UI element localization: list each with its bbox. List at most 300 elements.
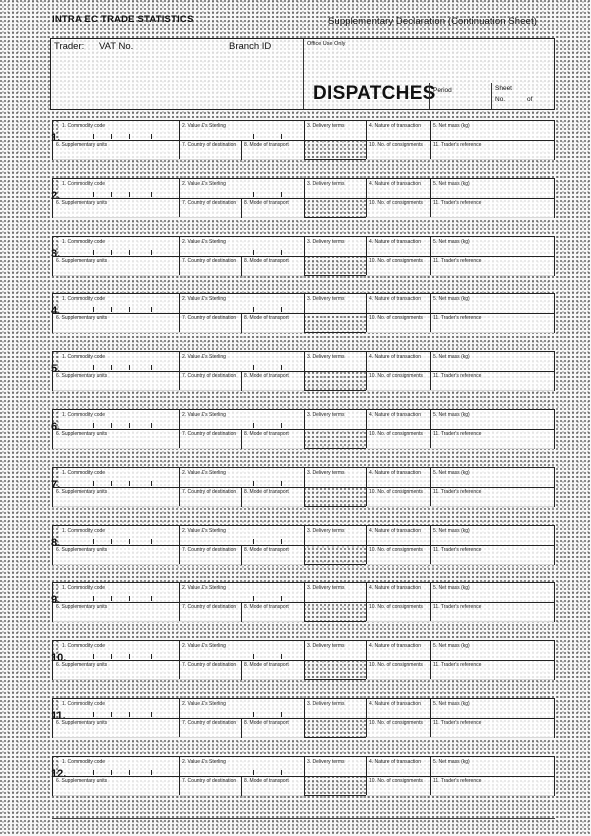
- traders-reference-field[interactable]: [430, 718, 554, 738]
- field-label: 11. Trader's reference: [433, 199, 482, 206]
- digit-tick: [111, 712, 112, 717]
- field-label: 4. Nature of transaction: [369, 585, 421, 592]
- delivery-terms-field[interactable]: [304, 121, 366, 140]
- digit-tick: [253, 654, 254, 659]
- no-of-consignments-field[interactable]: [366, 429, 430, 449]
- traders-reference-field[interactable]: [430, 487, 554, 507]
- field-label: 1. Commodity code: [62, 238, 106, 245]
- supplementary-units-field[interactable]: [53, 198, 179, 218]
- item-number: 3.: [51, 247, 61, 260]
- no-of-consignments-field[interactable]: [366, 198, 430, 218]
- column-divider: [366, 179, 367, 217]
- field-label: 10. No. of consignments: [369, 720, 423, 726]
- field-label: 6. Supplementary units: [56, 431, 108, 437]
- commodity-code-field[interactable]: [59, 641, 179, 660]
- field-label: 1. Commodity code: [62, 412, 106, 418]
- digit-tick: [281, 365, 282, 370]
- digit-tick: [253, 250, 254, 255]
- digit-tick: [151, 596, 152, 601]
- field-label: 2. Value £'s Sterling: [182, 412, 226, 418]
- field-label: 5. Net mass (kg): [433, 469, 470, 476]
- delivery-terms-field[interactable]: [304, 352, 366, 371]
- digit-tick: [129, 307, 130, 312]
- column-divider: [179, 641, 180, 679]
- country-of-destination-field[interactable]: [179, 313, 241, 333]
- trader-label: Trader:: [54, 41, 85, 52]
- field-label: 7. Country of destination: [182, 199, 237, 206]
- net-mass-field[interactable]: [430, 121, 554, 140]
- digit-tick: [129, 481, 130, 486]
- delivery-terms-field[interactable]: [304, 699, 366, 718]
- field-label: 6. Supplementary units: [56, 488, 108, 495]
- field-label: 2. Value £'s Sterling: [182, 643, 226, 650]
- field-label: 2. Value £'s Sterling: [182, 180, 226, 187]
- column-divider: [430, 352, 431, 390]
- field-label: 3. Delivery terms: [307, 412, 345, 418]
- traders-reference-field[interactable]: [430, 660, 554, 680]
- column-divider: [304, 468, 305, 506]
- field-label: 11. Trader's reference: [433, 662, 482, 669]
- period-field[interactable]: [429, 83, 490, 109]
- field-label: 11. Trader's reference: [433, 142, 482, 148]
- no-of-consignments-field[interactable]: [366, 602, 430, 622]
- mode-of-transport-field[interactable]: [241, 602, 304, 622]
- supplementary-units-field[interactable]: [53, 256, 179, 276]
- item-number: 7.: [51, 478, 61, 491]
- traders-reference-field[interactable]: [430, 313, 554, 333]
- commodity-code-field[interactable]: [59, 757, 179, 776]
- value-sterling-field[interactable]: [179, 468, 304, 487]
- digit-tick: [281, 712, 282, 717]
- column-divider: [366, 583, 367, 621]
- column-divider: [366, 468, 367, 506]
- traders-reference-field[interactable]: [430, 776, 554, 796]
- header-divider: [303, 39, 304, 109]
- supplementary-units-field[interactable]: [53, 776, 179, 796]
- digit-tick: [111, 481, 112, 486]
- digit-tick: [93, 770, 94, 775]
- field-label: 4. Nature of transaction: [369, 469, 421, 476]
- value-sterling-field[interactable]: [179, 757, 304, 776]
- field-label: 8. Mode of transport: [244, 604, 289, 611]
- mode-of-transport-field[interactable]: [241, 776, 304, 796]
- mode-of-transport-field[interactable]: [241, 313, 304, 333]
- digit-tick: [281, 134, 282, 139]
- supplementary-units-field[interactable]: [53, 371, 179, 391]
- column-divider: [430, 526, 431, 564]
- digit-tick: [151, 481, 152, 486]
- net-mass-field[interactable]: [430, 294, 554, 313]
- field-label: 3. Delivery terms: [307, 643, 345, 650]
- mode-of-transport-field[interactable]: [241, 545, 304, 565]
- country-of-destination-field[interactable]: [179, 602, 241, 622]
- item-block: [52, 351, 555, 391]
- column-divider: [304, 757, 305, 795]
- sheet-field[interactable]: [491, 83, 556, 109]
- field-label: 10. No. of consignments: [369, 604, 423, 611]
- mode-of-transport-field[interactable]: [241, 429, 304, 449]
- field-label: 3. Delivery terms: [307, 469, 345, 476]
- nature-of-transaction-field[interactable]: [366, 583, 430, 602]
- digit-tick: [111, 192, 112, 197]
- branch-id-label: Branch ID: [229, 41, 272, 52]
- field-label: 7. Country of destination: [182, 431, 237, 437]
- supplementary-units-field[interactable]: [53, 602, 179, 622]
- digit-tick: [129, 770, 130, 775]
- country-of-destination-field[interactable]: [179, 487, 241, 507]
- field-label: 4. Nature of transaction: [369, 758, 421, 765]
- field-label: 8. Mode of transport: [244, 777, 289, 784]
- field-label: 10. No. of consignments: [369, 142, 423, 148]
- country-of-destination-field[interactable]: [179, 140, 241, 160]
- field-label: 3. Delivery terms: [307, 296, 345, 303]
- digit-tick: [111, 365, 112, 370]
- digit-tick: [253, 307, 254, 312]
- column-divider: [241, 545, 242, 565]
- delivery-terms-field[interactable]: [304, 526, 366, 545]
- field-label: 6. Supplementary units: [56, 777, 108, 784]
- digit-tick: [253, 770, 254, 775]
- column-divider: [179, 757, 180, 795]
- mode-of-transport-field[interactable]: [241, 256, 304, 276]
- field-label: 2. Value £'s Sterling: [182, 701, 226, 707]
- field-label: 11. Trader's reference: [433, 315, 482, 322]
- column-divider: [304, 121, 305, 159]
- digit-tick: [93, 481, 94, 486]
- net-mass-field[interactable]: [430, 526, 554, 545]
- digit-tick: [129, 539, 130, 544]
- item-number: 12.: [51, 767, 67, 780]
- traders-reference-field[interactable]: [430, 140, 554, 160]
- column-divider: [430, 179, 431, 217]
- value-sterling-field[interactable]: [179, 641, 304, 660]
- no-of-consignments-field[interactable]: [366, 313, 430, 333]
- digit-tick: [253, 596, 254, 601]
- supplementary-units-field[interactable]: [53, 313, 179, 333]
- supplementary-units-field[interactable]: [53, 429, 179, 449]
- delivery-terms-field[interactable]: [304, 179, 366, 198]
- field-label: 11. Trader's reference: [433, 546, 482, 553]
- traders-reference-field[interactable]: [430, 429, 554, 449]
- commodity-code-field[interactable]: [59, 179, 179, 198]
- field-label: 8. Mode of transport: [244, 142, 289, 148]
- field-label: 8. Mode of transport: [244, 720, 289, 726]
- nature-of-transaction-field[interactable]: [366, 757, 430, 776]
- value-sterling-field[interactable]: [179, 294, 304, 313]
- column-divider: [430, 294, 431, 332]
- field-label: 8. Mode of transport: [244, 546, 289, 553]
- column-divider: [366, 641, 367, 679]
- field-label: 11. Trader's reference: [433, 488, 482, 495]
- sheet-no-label: No.: [495, 96, 506, 103]
- field-label: 5. Net mass (kg): [433, 296, 470, 303]
- field-label: 5. Net mass (kg): [433, 180, 470, 187]
- field-label: 10. No. of consignments: [369, 662, 423, 669]
- digit-tick: [111, 134, 112, 139]
- field-label: 6. Supplementary units: [56, 546, 108, 553]
- field-label: 3. Delivery terms: [307, 238, 345, 245]
- commodity-code-field[interactable]: [59, 526, 179, 545]
- column-divider: [241, 371, 242, 391]
- column-divider: [304, 410, 305, 448]
- column-divider: [179, 121, 180, 159]
- commodity-code-field[interactable]: [59, 352, 179, 371]
- nature-of-transaction-field[interactable]: [366, 352, 430, 371]
- value-sterling-field[interactable]: [179, 352, 304, 371]
- column-divider: [179, 179, 180, 217]
- commodity-code-field[interactable]: [59, 699, 179, 718]
- field-label: 8. Mode of transport: [244, 373, 289, 380]
- country-of-destination-field[interactable]: [179, 429, 241, 449]
- country-of-destination-field[interactable]: [179, 660, 241, 680]
- country-of-destination-field[interactable]: [179, 545, 241, 565]
- field-label: 2. Value £'s Sterling: [182, 469, 226, 476]
- field-label: 1. Commodity code: [62, 701, 106, 707]
- no-of-consignments-field[interactable]: [366, 545, 430, 565]
- delivery-terms-field[interactable]: [304, 468, 366, 487]
- column-divider: [241, 776, 242, 796]
- supplementary-units-field[interactable]: [53, 718, 179, 738]
- field-label: 4. Nature of transaction: [369, 643, 421, 650]
- nature-of-transaction-field[interactable]: [366, 121, 430, 140]
- item-number: 2.: [51, 189, 61, 202]
- column-divider: [430, 468, 431, 506]
- field-label: 1. Commodity code: [62, 354, 106, 361]
- digit-tick: [129, 192, 130, 197]
- traders-reference-field[interactable]: [430, 198, 554, 218]
- net-mass-field[interactable]: [430, 352, 554, 371]
- digit-tick: [151, 539, 152, 544]
- value-sterling-field[interactable]: [179, 410, 304, 429]
- column-divider: [179, 526, 180, 564]
- form-title: INTRA EC TRADE STATISTICS: [52, 14, 194, 25]
- traders-reference-field[interactable]: [430, 371, 554, 391]
- no-of-consignments-field[interactable]: [366, 487, 430, 507]
- office-use-label: Office Use Only: [307, 41, 346, 47]
- country-of-destination-field[interactable]: [179, 256, 241, 276]
- field-label: 5. Net mass (kg): [433, 701, 470, 707]
- country-of-destination-field[interactable]: [179, 198, 241, 218]
- item-number: 8.: [51, 536, 61, 549]
- value-sterling-field[interactable]: [179, 121, 304, 140]
- net-mass-field[interactable]: [430, 468, 554, 487]
- nature-of-transaction-field[interactable]: [366, 294, 430, 313]
- column-divider: [430, 583, 431, 621]
- field-label: 6. Supplementary units: [56, 257, 108, 264]
- traders-reference-field[interactable]: [430, 602, 554, 622]
- nature-of-transaction-field[interactable]: [366, 526, 430, 545]
- digit-tick: [253, 423, 254, 428]
- value-sterling-field[interactable]: [179, 583, 304, 602]
- supplementary-units-field[interactable]: [53, 660, 179, 680]
- item-number: 6.: [51, 421, 61, 433]
- field-label: 4. Nature of transaction: [369, 701, 421, 707]
- commodity-code-field[interactable]: [59, 468, 179, 487]
- digit-tick: [93, 654, 94, 659]
- field-label: 8. Mode of transport: [244, 199, 289, 206]
- field-label: 2. Value £'s Sterling: [182, 123, 226, 129]
- column-divider: [241, 602, 242, 622]
- supplementary-units-field[interactable]: [53, 545, 179, 565]
- digit-tick: [93, 712, 94, 717]
- field-label: 1. Commodity code: [62, 527, 106, 534]
- digit-tick: [151, 250, 152, 255]
- column-divider: [241, 429, 242, 449]
- digit-tick: [151, 134, 152, 139]
- commodity-code-field[interactable]: [59, 294, 179, 313]
- mode-of-transport-field[interactable]: [241, 718, 304, 738]
- item-number: 4.: [51, 305, 61, 318]
- mode-of-transport-field[interactable]: [241, 487, 304, 507]
- field-label: 2. Value £'s Sterling: [182, 354, 226, 361]
- digit-tick: [111, 250, 112, 255]
- value-sterling-field[interactable]: [179, 237, 304, 256]
- net-mass-field[interactable]: [430, 757, 554, 776]
- digit-tick: [111, 307, 112, 312]
- digit-tick: [129, 250, 130, 255]
- net-mass-field[interactable]: [430, 237, 554, 256]
- field-label: 3. Delivery terms: [307, 354, 345, 361]
- field-label: 1. Commodity code: [62, 469, 106, 476]
- digit-tick: [281, 307, 282, 312]
- supplementary-units-field[interactable]: [53, 140, 179, 160]
- delivery-terms-field[interactable]: [304, 757, 366, 776]
- field-label: 5. Net mass (kg): [433, 238, 470, 245]
- delivery-terms-field[interactable]: [304, 583, 366, 602]
- field-label: 8. Mode of transport: [244, 431, 289, 437]
- digit-tick: [253, 365, 254, 370]
- country-of-destination-field[interactable]: [179, 718, 241, 738]
- header-panel: [50, 38, 555, 110]
- digit-tick: [151, 654, 152, 659]
- digit-tick: [151, 307, 152, 312]
- net-mass-field[interactable]: [430, 641, 554, 660]
- field-label: 1. Commodity code: [62, 643, 106, 650]
- field-label: 4. Nature of transaction: [369, 354, 421, 361]
- delivery-terms-field[interactable]: [304, 410, 366, 429]
- no-of-consignments-field[interactable]: [366, 660, 430, 680]
- nature-of-transaction-field[interactable]: [366, 468, 430, 487]
- item-number: 9.: [51, 594, 61, 607]
- field-label: 3. Delivery terms: [307, 701, 345, 707]
- column-divider: [366, 757, 367, 795]
- nature-of-transaction-field[interactable]: [366, 699, 430, 718]
- mode-of-transport-field[interactable]: [241, 198, 304, 218]
- bottom-rule: [52, 818, 555, 819]
- nature-of-transaction-field[interactable]: [366, 641, 430, 660]
- mode-of-transport-field[interactable]: [241, 140, 304, 160]
- net-mass-field[interactable]: [430, 699, 554, 718]
- supplementary-units-field[interactable]: [53, 487, 179, 507]
- delivery-terms-field[interactable]: [304, 641, 366, 660]
- mode-of-transport-field[interactable]: [241, 371, 304, 391]
- no-of-consignments-field[interactable]: [366, 140, 430, 160]
- column-divider: [366, 699, 367, 737]
- commodity-code-field[interactable]: [59, 410, 179, 429]
- digit-tick: [129, 654, 130, 659]
- field-label: 6. Supplementary units: [56, 315, 108, 322]
- digit-tick: [93, 250, 94, 255]
- nature-of-transaction-field[interactable]: [366, 237, 430, 256]
- column-divider: [241, 487, 242, 507]
- digit-tick: [151, 365, 152, 370]
- commodity-code-field[interactable]: [59, 121, 179, 140]
- column-divider: [304, 352, 305, 390]
- net-mass-field[interactable]: [430, 179, 554, 198]
- value-sterling-field[interactable]: [179, 526, 304, 545]
- field-label: 3. Delivery terms: [307, 527, 345, 534]
- commodity-code-field[interactable]: [59, 237, 179, 256]
- field-label: 10. No. of consignments: [369, 373, 423, 380]
- traders-reference-field[interactable]: [430, 256, 554, 276]
- field-label: 10. No. of consignments: [369, 488, 423, 495]
- digit-tick: [129, 596, 130, 601]
- item-block: [52, 467, 555, 507]
- column-divider: [304, 179, 305, 217]
- mode-of-transport-field[interactable]: [241, 660, 304, 680]
- delivery-terms-field[interactable]: [304, 237, 366, 256]
- no-of-consignments-field[interactable]: [366, 718, 430, 738]
- field-label: 3. Delivery terms: [307, 123, 345, 129]
- item-block: [52, 236, 555, 276]
- field-label: 11. Trader's reference: [433, 431, 482, 437]
- item-block: [52, 409, 555, 449]
- no-of-consignments-field[interactable]: [366, 256, 430, 276]
- nature-of-transaction-field[interactable]: [366, 179, 430, 198]
- digit-tick: [281, 654, 282, 659]
- commodity-code-field[interactable]: [59, 583, 179, 602]
- field-label: 2. Value £'s Sterling: [182, 758, 226, 765]
- item-number: 10.: [51, 652, 67, 665]
- field-label: 1. Commodity code: [62, 180, 106, 187]
- column-divider: [304, 583, 305, 621]
- field-label: 4. Nature of transaction: [369, 238, 421, 245]
- item-block: [52, 756, 555, 796]
- net-mass-field[interactable]: [430, 583, 554, 602]
- value-sterling-field[interactable]: [179, 179, 304, 198]
- field-label: 4. Nature of transaction: [369, 123, 421, 129]
- field-label: 7. Country of destination: [182, 720, 237, 726]
- period-label: Period: [433, 87, 452, 94]
- country-of-destination-field[interactable]: [179, 776, 241, 796]
- field-label: 3. Delivery terms: [307, 180, 345, 187]
- column-divider: [304, 699, 305, 737]
- sheet-label: Sheet: [495, 85, 512, 92]
- field-label: 3. Delivery terms: [307, 585, 345, 592]
- digit-tick: [111, 539, 112, 544]
- traders-reference-field[interactable]: [430, 545, 554, 565]
- country-of-destination-field[interactable]: [179, 371, 241, 391]
- digit-tick: [93, 365, 94, 370]
- delivery-terms-field[interactable]: [304, 294, 366, 313]
- no-of-consignments-field[interactable]: [366, 371, 430, 391]
- value-sterling-field[interactable]: [179, 699, 304, 718]
- digit-tick: [253, 192, 254, 197]
- net-mass-field[interactable]: [430, 410, 554, 429]
- item-number: 11.: [51, 710, 66, 722]
- nature-of-transaction-field[interactable]: [366, 410, 430, 429]
- field-label: 5. Net mass (kg): [433, 758, 470, 765]
- field-label: 7. Country of destination: [182, 488, 237, 495]
- field-label: 8. Mode of transport: [244, 257, 289, 264]
- digit-tick: [281, 423, 282, 428]
- no-of-consignments-field[interactable]: [366, 776, 430, 796]
- field-label: 8. Mode of transport: [244, 488, 289, 495]
- field-label: 11. Trader's reference: [433, 777, 482, 784]
- digit-tick: [93, 423, 94, 428]
- field-label: 2. Value £'s Sterling: [182, 585, 226, 592]
- digit-tick: [151, 770, 152, 775]
